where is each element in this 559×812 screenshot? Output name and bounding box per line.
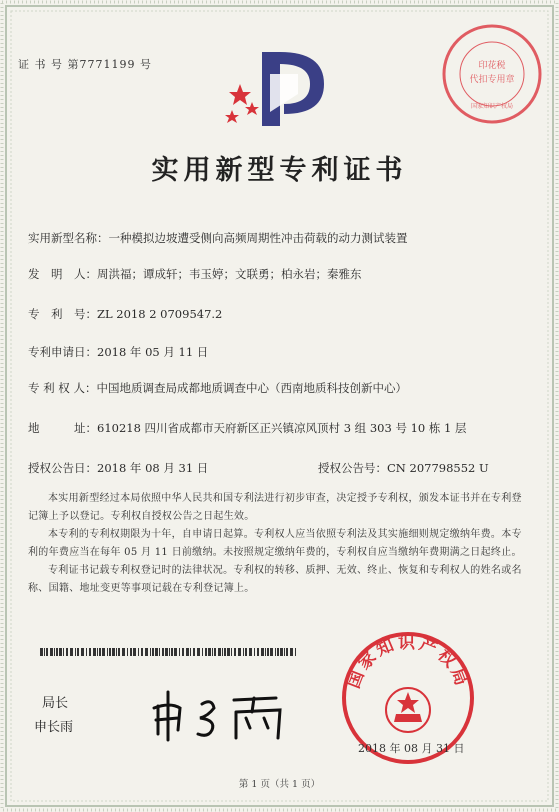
barcode-bar [112, 648, 115, 656]
barcode-bar [179, 648, 180, 656]
field-label: 地 址： [28, 421, 97, 435]
svg-text:国家知识产权局: 国家知识产权局 [470, 103, 514, 110]
body-paragraph: 专利证书记载专利权登记时的法律状况。专利权的转移、质押、无效、终止、恢复和专利权人的姓名或名称、国籍、地址变更等事项记载在专利登记簿上。 [28, 565, 522, 594]
barcode-bar [141, 648, 143, 656]
field-patent-number [28, 306, 222, 323]
barcode-bar [249, 648, 252, 656]
barcode-bar [118, 648, 120, 656]
barcode-bar [205, 648, 207, 656]
certificate-number: 证 书 号 第7771199 号 [18, 58, 152, 71]
barcode-bar [231, 648, 232, 656]
barcode-bar [227, 648, 230, 656]
field-value: 周洪福；谭成轩；韦玉婷；文联勇；柏永岩；秦雅东 [97, 267, 362, 281]
barcode-bar [265, 648, 266, 656]
field-value: 一种模拟边坡遭受侧向高频周期性冲击荷载的动力测试装置 [108, 231, 408, 245]
field-label: 授权公告号： [318, 461, 387, 475]
barcode-bar [214, 648, 216, 656]
barcode-bar [212, 648, 213, 656]
barcode-bar [238, 648, 241, 656]
field-value: 2018 年 05 月 11 日 [97, 345, 209, 359]
field-inventors [28, 266, 362, 283]
field-application-date [28, 344, 208, 361]
barcode-bar [193, 648, 195, 656]
barcode-bar [197, 648, 200, 656]
field-value: 2018 年 08 月 31 日 [97, 461, 209, 475]
patent-office-logo-icon [222, 44, 332, 134]
barcode-bar [86, 648, 87, 656]
barcode-bar [277, 648, 279, 656]
barcode-bar [130, 648, 132, 656]
barcode-bar [190, 648, 191, 656]
certificate-body [28, 490, 531, 598]
barcode-bar [150, 648, 151, 656]
barcode-bar [46, 648, 48, 656]
barcode-bar [81, 648, 84, 656]
handwritten-signature [150, 686, 300, 742]
barcode-bar [234, 648, 236, 656]
barcode-bar [222, 648, 223, 656]
barcode-bar [169, 648, 170, 656]
barcode-bar [245, 648, 247, 656]
barcode-bar [50, 648, 53, 656]
svg-text:印花税: 印花税 [478, 61, 506, 71]
barcode-bar [290, 648, 293, 656]
svg-text:国家知识产权局: 国家知识产权局 [343, 633, 473, 692]
certificate-title: 实用新型专利证书 [151, 155, 408, 186]
barcode-bar [261, 648, 264, 656]
barcode-bar [275, 648, 276, 656]
barcode-bar [295, 648, 296, 656]
barcode-bar [97, 648, 98, 656]
barcode-bar [174, 648, 177, 656]
barcode-bar [70, 648, 73, 656]
barcode-bar [116, 648, 117, 656]
barcode-bar [270, 648, 273, 656]
field-value: ZL 2018 2 0709547.2 [97, 307, 223, 321]
barcode-bar [208, 648, 211, 656]
barcode-bar [66, 648, 68, 656]
field-label: 授权公告日： [28, 461, 97, 475]
barcode-bar [162, 648, 164, 656]
field-grant-date [28, 460, 208, 477]
barcode-bar [54, 648, 55, 656]
barcode-bar [243, 648, 244, 656]
barcode-bar [99, 648, 101, 656]
barcode-bar [127, 648, 128, 656]
field-grant-publication [318, 460, 489, 477]
barcode-bar [286, 648, 288, 656]
barcode-bar [40, 648, 43, 656]
barcode-bar [224, 648, 226, 656]
barcode-bar [186, 648, 189, 656]
field-label: 发 明 人： [28, 267, 97, 281]
barcode-bar [284, 648, 285, 656]
barcode-bar [56, 648, 58, 656]
barcode-bar [77, 648, 79, 656]
barcode-bar [182, 648, 184, 656]
barcode-bar [159, 648, 160, 656]
barcode [40, 648, 300, 656]
barcode-bar [102, 648, 105, 656]
barcode-bar [138, 648, 139, 656]
barcode-bar [280, 648, 283, 656]
field-value: 中国地质调查局成都地质调查中心（西南地质科技创新中心） [96, 381, 407, 395]
top-seal-stamp [440, 22, 544, 126]
svg-text:代扣专用章: 代扣专用章 [469, 75, 515, 85]
signature-name: 申长雨 [34, 720, 74, 735]
barcode-bar [107, 648, 108, 656]
body-paragraph: 本专利的专利权期限为十年，自申请日起算。专利权人应当依照专利法及其实施细则规定缴纳年费。本专利的年费应当在每年 05 月 11 日前缴纳。未按照规定缴纳年费的，专利权自应当缴纳年费期满之日起终止。 [28, 529, 522, 558]
body-paragraph: 本实用新型经过本局依照中华人民共和国专利法进行初步审查，决定授予专利权，颁发本证书并在专利登记簿上予以登记。专利权自授权公告之日起生效。 [28, 493, 522, 522]
barcode-bar [257, 648, 259, 656]
page-number: 第 1 页（共 1 页） [238, 779, 321, 790]
barcode-bar [63, 648, 64, 656]
field-patentee [28, 380, 446, 397]
barcode-bar [152, 648, 154, 656]
barcode-bar [93, 648, 96, 656]
barcode-bar [122, 648, 125, 656]
field-label: 专 利 权 人： [28, 381, 97, 395]
barcode-bar [44, 648, 45, 656]
barcode-bar [89, 648, 91, 656]
field-label: 实用新型名称： [28, 231, 109, 245]
barcode-bar [218, 648, 221, 656]
barcode-bar [254, 648, 255, 656]
barcode-bar [59, 648, 62, 656]
barcode-bar [133, 648, 136, 656]
signature-title: 局长 [42, 696, 69, 711]
field-label: 专利申请日： [28, 345, 97, 359]
barcode-bar [109, 648, 111, 656]
field-utility-name [28, 230, 408, 247]
field-value: 610218 四川省成都市天府新区正兴镇凉风顶村 3 组 303 号 10 栋 1 层 [97, 421, 467, 435]
barcode-bar [202, 648, 203, 656]
field-label: 专 利 号： [28, 307, 97, 321]
field-address [28, 420, 477, 437]
barcode-bar [267, 648, 269, 656]
seal-date: 2018 年 08 月 31 日 [358, 742, 465, 755]
barcode-bar [75, 648, 76, 656]
barcode-bar [155, 648, 158, 656]
barcode-bar [171, 648, 173, 656]
field-value: CN 207798552 U [387, 461, 489, 475]
barcode-bar [165, 648, 168, 656]
barcode-bar [145, 648, 148, 656]
